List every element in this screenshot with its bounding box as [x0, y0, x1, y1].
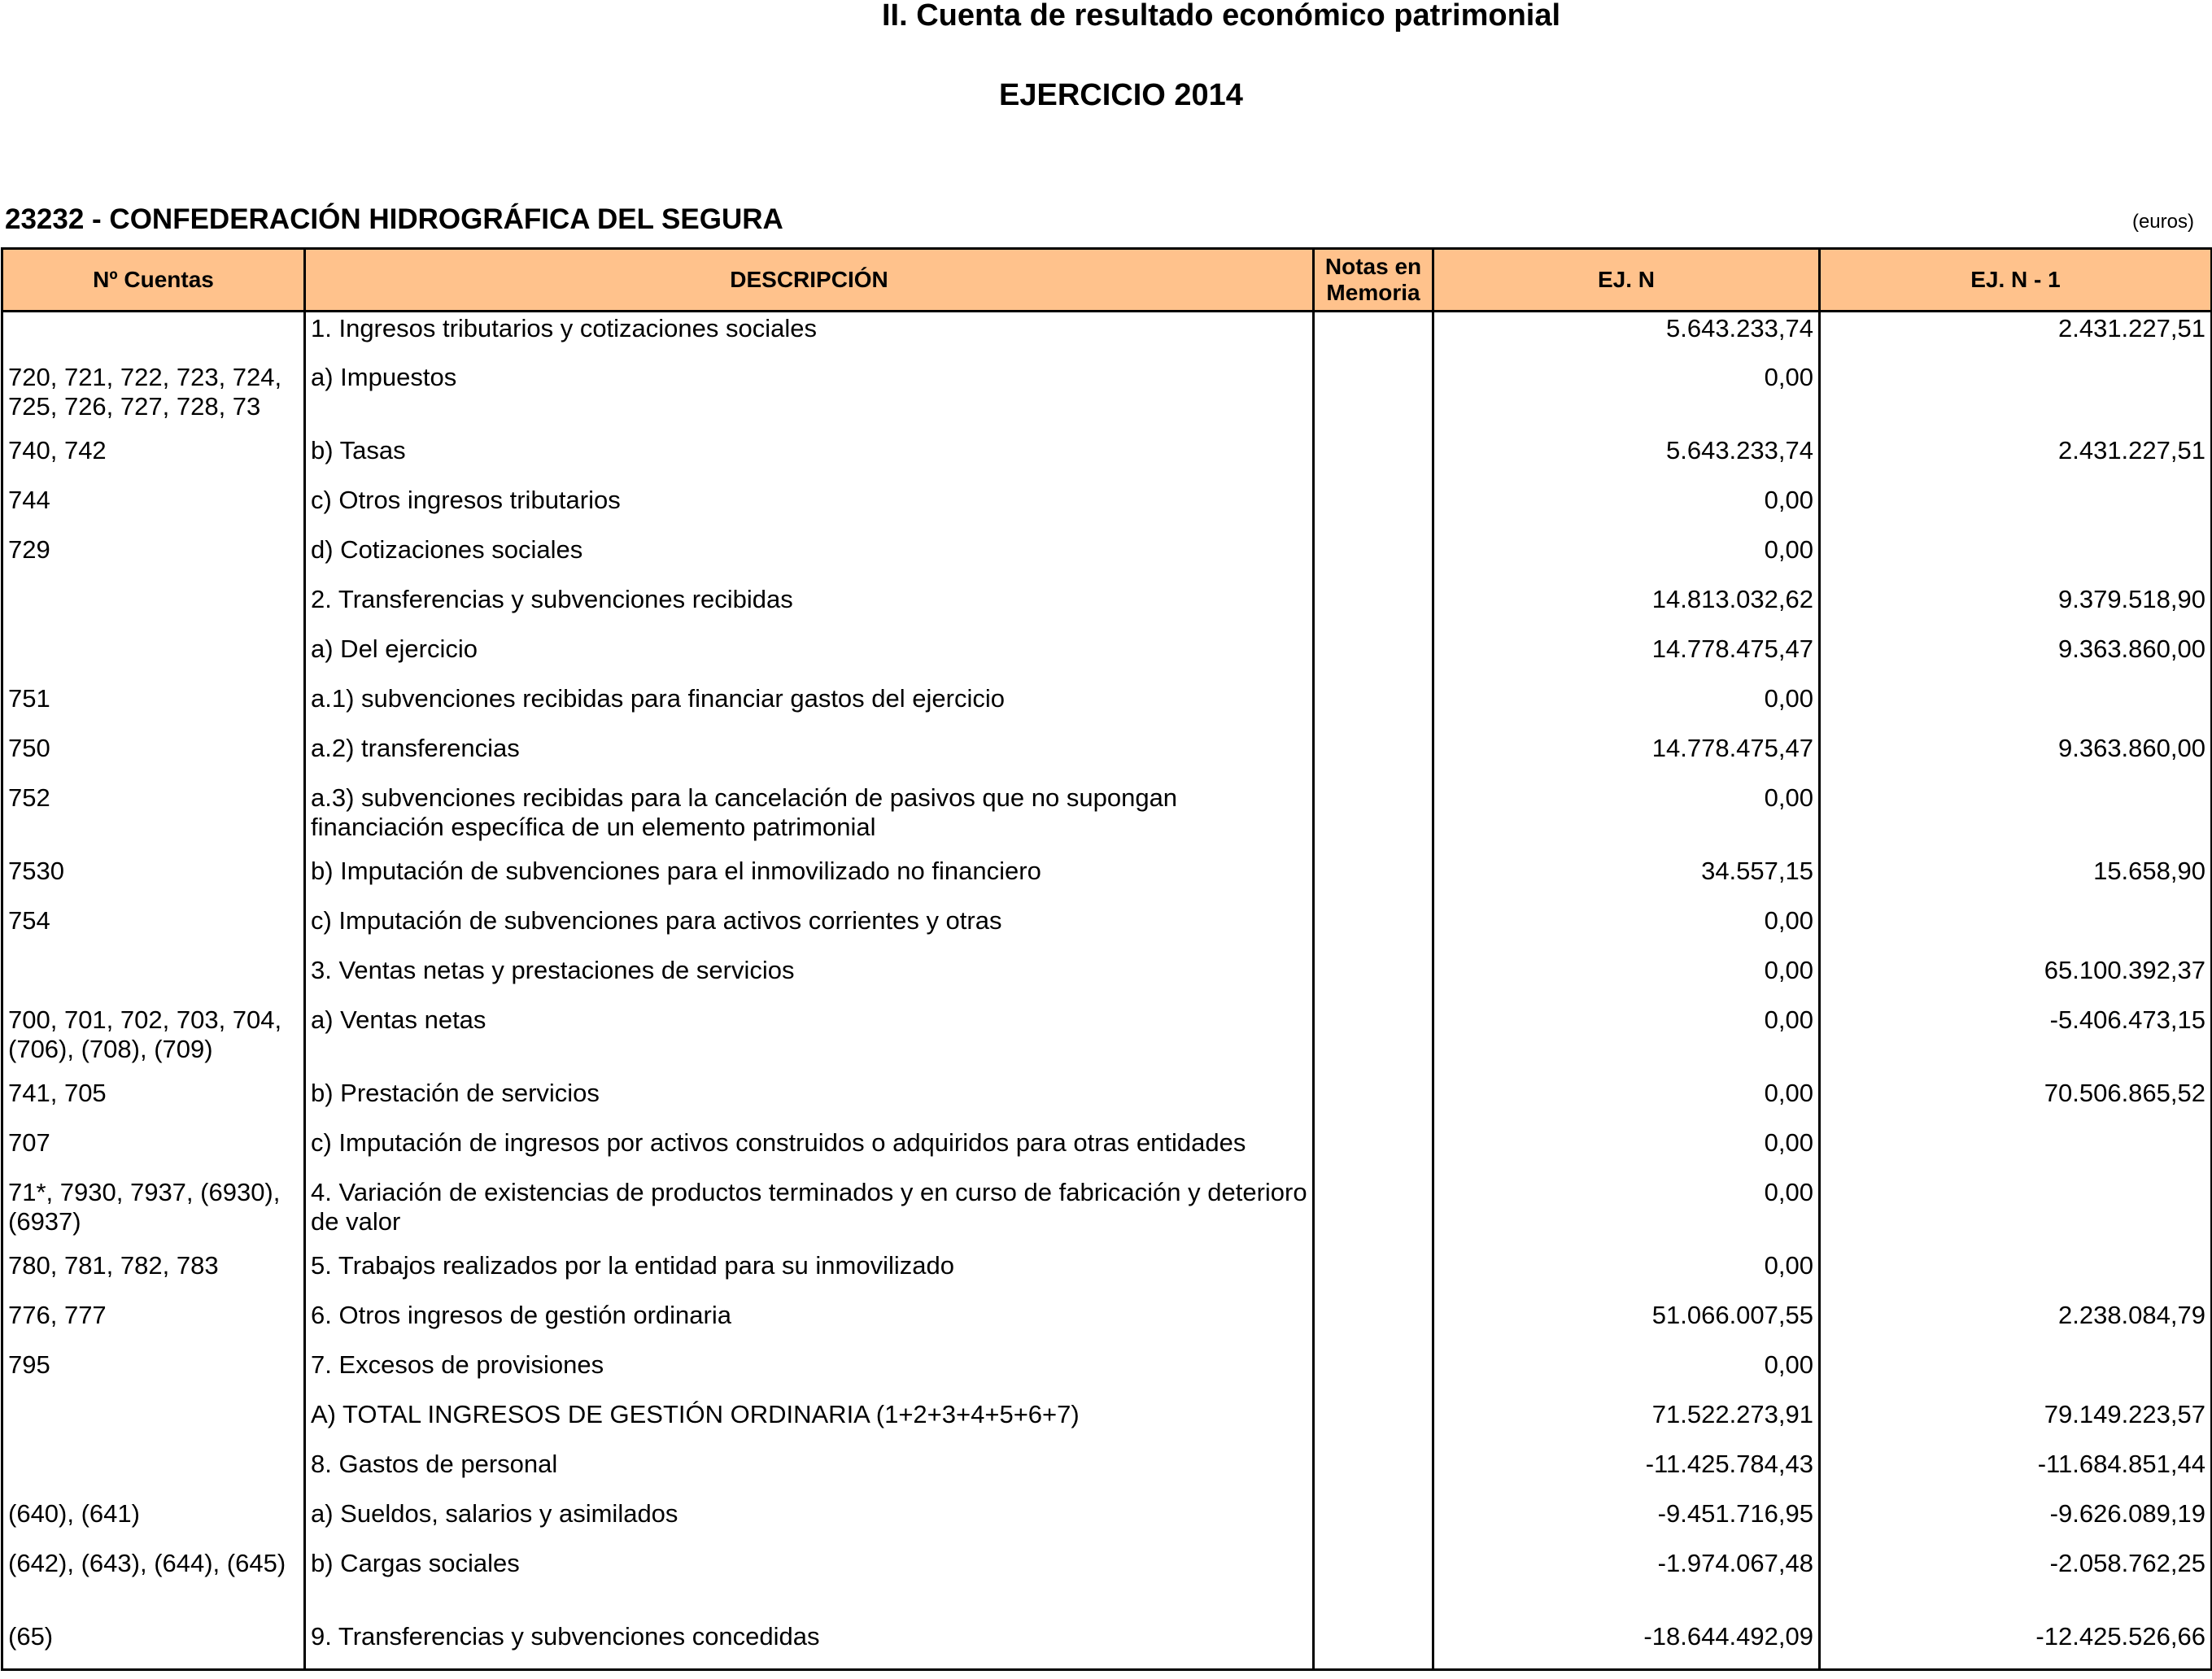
cell-description: c) Imputación de subvenciones para activos corrientes y otras — [305, 905, 1314, 954]
cell-year-n: -1.974.067,48 — [1433, 1547, 1820, 1620]
cell-description: 6. Otros ingresos de gestión ordinaria — [305, 1299, 1314, 1349]
cell-notes — [1314, 782, 1433, 855]
cell-year-n1: 9.363.860,00 — [1820, 732, 2212, 782]
table-row — [2, 732, 2212, 782]
col-header-notes-line2: Memoria — [1326, 280, 1420, 305]
cell-notes — [1314, 1176, 1433, 1249]
cell-year-n: 0,00 — [1433, 361, 1820, 434]
cell-notes — [1314, 732, 1433, 782]
cell-description: a) Del ejercicio — [305, 633, 1314, 683]
cell-accounts: 729 — [2, 534, 305, 583]
table-row — [2, 1127, 2212, 1176]
cell-accounts: (642), (643), (644), (645) — [2, 1547, 305, 1620]
cell-year-n1: -2.058.762,25 — [1820, 1547, 2212, 1620]
cell-year-n: 71.522.273,91 — [1433, 1398, 1820, 1448]
cell-description: b) Imputación de subvenciones para el inmovilizado no financiero — [305, 855, 1314, 905]
cell-accounts: 720, 721, 722, 723, 724, 725, 726, 727, 728, 73 — [2, 361, 305, 434]
cell-notes — [1314, 534, 1433, 583]
cell-accounts: 707 — [2, 1127, 305, 1176]
cell-year-n1: 2.431.227,51 — [1820, 434, 2212, 484]
cell-notes — [1314, 1498, 1433, 1547]
table-row — [2, 683, 2212, 732]
cell-description: c) Otros ingresos tributarios — [305, 484, 1314, 534]
cell-notes — [1314, 633, 1433, 683]
cell-accounts: 71*, 7930, 7937, (6930), (6937) — [2, 1176, 305, 1249]
cell-year-n: -9.451.716,95 — [1433, 1498, 1820, 1547]
cell-description: a.1) subvenciones recibidas para financiar gastos del ejercicio — [305, 683, 1314, 732]
cell-year-n: 0,00 — [1433, 1004, 1820, 1077]
col-header-notes-line1: Notas en — [1324, 254, 1422, 279]
cell-accounts — [2, 583, 305, 633]
cell-year-n1: 65.100.392,37 — [1820, 954, 2212, 1004]
cell-year-n: 5.643.233,74 — [1433, 434, 1820, 484]
cell-description: 5. Trabajos realizados por la entidad para su inmovilizado — [305, 1249, 1314, 1299]
cell-year-n: 0,00 — [1433, 484, 1820, 534]
cell-notes — [1314, 361, 1433, 434]
cell-accounts: 750 — [2, 732, 305, 782]
cell-year-n: 0,00 — [1433, 1176, 1820, 1249]
cell-year-n1 — [1820, 1176, 2212, 1249]
col-header-year-n: EJ. N — [1433, 249, 1820, 312]
cell-accounts: 754 — [2, 905, 305, 954]
cell-description: 1. Ingresos tributarios y cotizaciones sociales — [305, 312, 1314, 361]
cell-year-n1 — [1820, 1127, 2212, 1176]
cell-notes — [1314, 683, 1433, 732]
cell-description: b) Tasas — [305, 434, 1314, 484]
cell-accounts: 740, 742 — [2, 434, 305, 484]
table-row — [2, 782, 2212, 855]
cell-notes — [1314, 954, 1433, 1004]
cell-year-n1: 79.149.223,57 — [1820, 1398, 2212, 1448]
cell-accounts: 780, 781, 782, 783 — [2, 1249, 305, 1299]
table-row — [2, 905, 2212, 954]
cell-year-n1 — [1820, 361, 2212, 434]
cell-accounts — [2, 633, 305, 683]
report-title-text: II. Cuenta de resultado económico patrimonial — [882, 0, 1561, 33]
table-row — [2, 954, 2212, 1004]
cell-notes — [1314, 1077, 1433, 1127]
cell-year-n1: 9.363.860,00 — [1820, 633, 2212, 683]
cell-accounts: 7530 — [2, 855, 305, 905]
cell-year-n: 0,00 — [1433, 1077, 1820, 1127]
col-header-description: DESCRIPCIÓN — [305, 249, 1314, 312]
cell-year-n1: -12.425.526,66 — [1820, 1620, 2212, 1670]
cell-accounts: 744 — [2, 484, 305, 534]
cell-year-n1 — [1820, 484, 2212, 534]
cell-description: A) TOTAL INGRESOS DE GESTIÓN ORDINARIA (1+2+3+4+5+6+7) — [305, 1398, 1314, 1448]
cell-notes — [1314, 1547, 1433, 1620]
cell-year-n: 34.557,15 — [1433, 855, 1820, 905]
table-row — [2, 1249, 2212, 1299]
cell-year-n1: 70.506.865,52 — [1820, 1077, 2212, 1127]
cell-year-n: 0,00 — [1433, 905, 1820, 954]
cell-description: c) Imputación de ingresos por activos construidos o adquiridos para otras entidades — [305, 1127, 1314, 1176]
cell-notes — [1314, 905, 1433, 954]
cell-notes — [1314, 1249, 1433, 1299]
col-header-accounts: Nº Cuentas — [2, 249, 305, 312]
cell-notes — [1314, 1299, 1433, 1349]
table-row — [2, 434, 2212, 484]
header-row — [2, 249, 2212, 312]
cell-accounts — [2, 954, 305, 1004]
cell-description: 2. Transferencias y subvenciones recibidas — [305, 583, 1314, 633]
cell-year-n1: 9.379.518,90 — [1820, 583, 2212, 633]
table-row — [2, 1547, 2212, 1620]
cell-year-n: 0,00 — [1433, 954, 1820, 1004]
table-row — [2, 1004, 2212, 1077]
table-row — [2, 583, 2212, 633]
table-row — [2, 1299, 2212, 1349]
cell-year-n: -18.644.492,09 — [1433, 1620, 1820, 1670]
cell-accounts — [2, 312, 305, 361]
cell-year-n1 — [1820, 782, 2212, 855]
income-statement-table — [1, 247, 2212, 1671]
cell-description: 7. Excesos de provisiones — [305, 1349, 1314, 1398]
table-row — [2, 855, 2212, 905]
entity-heading: 23232 - CONFEDERACIÓN HIDROGRÁFICA DEL SEGURA — [5, 203, 783, 235]
table-row — [2, 1448, 2212, 1498]
cell-notes — [1314, 1448, 1433, 1498]
cell-year-n1: -11.684.851,44 — [1820, 1448, 2212, 1498]
cell-notes — [1314, 312, 1433, 361]
cell-description: 8. Gastos de personal — [305, 1448, 1314, 1498]
cell-year-n1: 2.238.084,79 — [1820, 1299, 2212, 1349]
cell-accounts: (65) — [2, 1620, 305, 1670]
table-row — [2, 312, 2212, 361]
col-header-notes — [1314, 249, 1433, 312]
table-row — [2, 633, 2212, 683]
cell-year-n: 14.778.475,47 — [1433, 732, 1820, 782]
cell-notes — [1314, 583, 1433, 633]
cell-year-n1 — [1820, 905, 2212, 954]
cell-notes — [1314, 1398, 1433, 1448]
table-row — [2, 361, 2212, 434]
table-row — [2, 1398, 2212, 1448]
cell-accounts: (640), (641) — [2, 1498, 305, 1547]
cell-year-n: 51.066.007,55 — [1433, 1299, 1820, 1349]
cell-year-n1 — [1820, 683, 2212, 732]
table-row — [2, 534, 2212, 583]
cell-year-n: 14.778.475,47 — [1433, 633, 1820, 683]
table-row — [2, 1349, 2212, 1398]
cell-year-n: 14.813.032,62 — [1433, 583, 1820, 633]
cell-year-n: 0,00 — [1433, 683, 1820, 732]
table-body — [2, 312, 2212, 1670]
cell-description: a.3) subvenciones recibidas para la cancelación de pasivos que no supongan financiación específica de un elemento patrimonial — [305, 782, 1314, 855]
cell-description: b) Cargas sociales — [305, 1547, 1314, 1620]
cell-year-n: 0,00 — [1433, 782, 1820, 855]
cell-year-n1 — [1820, 1349, 2212, 1398]
cell-notes — [1314, 1127, 1433, 1176]
cell-description: d) Cotizaciones sociales — [305, 534, 1314, 583]
cell-year-n: 0,00 — [1433, 534, 1820, 583]
cell-description: a) Sueldos, salarios y asimilados — [305, 1498, 1314, 1547]
cell-year-n1: -5.406.473,15 — [1820, 1004, 2212, 1077]
cell-description: a) Impuestos — [305, 361, 1314, 434]
cell-year-n: 0,00 — [1433, 1127, 1820, 1176]
cell-accounts: 741, 705 — [2, 1077, 305, 1127]
cell-year-n1: 2.431.227,51 — [1820, 312, 2212, 361]
cell-accounts — [2, 1398, 305, 1448]
cell-year-n: 0,00 — [1433, 1349, 1820, 1398]
cell-notes — [1314, 1620, 1433, 1670]
table-row — [2, 484, 2212, 534]
cell-description: 3. Ventas netas y prestaciones de servicios — [305, 954, 1314, 1004]
cell-year-n: -11.425.784,43 — [1433, 1448, 1820, 1498]
cell-year-n1: -9.626.089,19 — [1820, 1498, 2212, 1547]
cell-year-n1 — [1820, 534, 2212, 583]
table-row — [2, 1077, 2212, 1127]
cell-notes — [1314, 855, 1433, 905]
cell-accounts: 776, 777 — [2, 1299, 305, 1349]
table-row — [2, 1498, 2212, 1547]
cell-year-n: 0,00 — [1433, 1249, 1820, 1299]
table-row — [2, 1176, 2212, 1249]
cell-notes — [1314, 1349, 1433, 1398]
cell-description: b) Prestación de servicios — [305, 1077, 1314, 1127]
cell-accounts — [2, 1448, 305, 1498]
cell-accounts: 795 — [2, 1349, 305, 1398]
fiscal-year-text: EJERCICIO 2014 — [999, 78, 1243, 112]
cell-accounts: 752 — [2, 782, 305, 855]
cell-notes — [1314, 1004, 1433, 1077]
table-header — [2, 249, 2212, 312]
cell-accounts: 751 — [2, 683, 305, 732]
cell-accounts: 700, 701, 702, 703, 704, (706), (708), (709) — [2, 1004, 305, 1077]
cell-notes — [1314, 484, 1433, 534]
cell-description: 4. Variación de existencias de productos terminados y en curso de fabricación y deterioro de valor — [305, 1176, 1314, 1249]
currency-units: (euros) — [2131, 211, 2194, 233]
cell-notes — [1314, 434, 1433, 484]
table-row — [2, 1620, 2212, 1670]
cell-year-n1 — [1820, 1249, 2212, 1299]
cell-description: a) Ventas netas — [305, 1004, 1314, 1077]
cell-description: 9. Transferencias y subvenciones concedidas — [305, 1620, 1314, 1670]
cell-description: a.2) transferencias — [305, 732, 1314, 782]
cell-year-n: 5.643.233,74 — [1433, 312, 1820, 361]
cell-year-n1: 15.658,90 — [1820, 855, 2212, 905]
col-header-year-n1: EJ. N - 1 — [1820, 249, 2212, 312]
